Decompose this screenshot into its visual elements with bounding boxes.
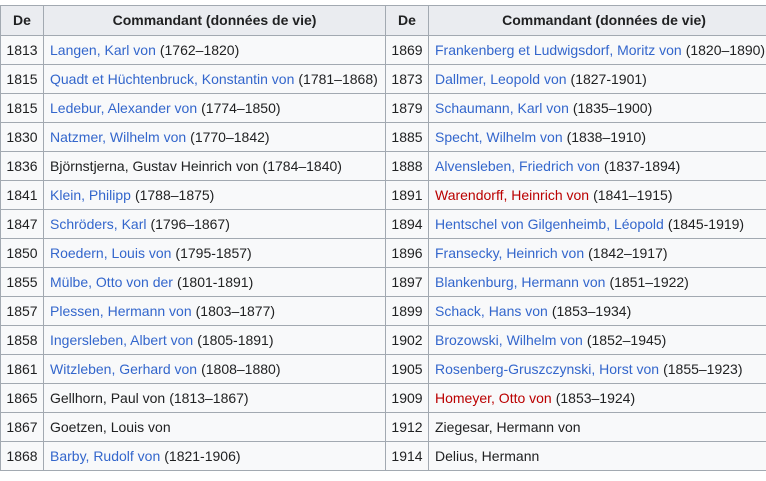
commander-link[interactable]: Fransecky, Heinrich von — [435, 245, 585, 261]
life-dates: (1805-1891) — [197, 332, 274, 348]
life-dates: (1845-1919) — [667, 216, 745, 232]
commander-link[interactable]: Alvensleben, Friedrich von — [435, 158, 600, 174]
commander-link[interactable]: Klein, Philipp — [50, 187, 131, 203]
commander-link[interactable]: Quadt et Hüchtenbruck, Konstantin von — [50, 71, 295, 87]
commander-link[interactable]: Witzleben, Gerhard von — [50, 361, 198, 377]
commander-cell — [44, 94, 386, 123]
life-dates: (1795-1857) — [175, 245, 252, 261]
life-dates: (1827-1901) — [570, 71, 647, 87]
commander-cell — [44, 442, 386, 471]
life-dates: (1784–1840) — [262, 158, 342, 174]
year-cell: 1813 — [1, 36, 44, 65]
commander-cell — [429, 152, 766, 181]
commander-name: Gellhorn, Paul von — [50, 390, 166, 406]
commander-link[interactable]: Blankenburg, Hermann von — [435, 274, 606, 290]
commander-cell — [429, 123, 766, 152]
header-commander-right: Commandant (données de vie) — [429, 6, 766, 36]
life-dates: (1842–1917) — [588, 245, 668, 261]
commander-link[interactable]: Schaumann, Karl von — [435, 100, 569, 116]
table-body — [1, 36, 766, 471]
commander-link[interactable]: Schack, Hans von — [435, 303, 548, 319]
year-cell: 1858 — [1, 326, 44, 355]
commander-cell — [44, 181, 386, 210]
year-cell: 1865 — [1, 384, 44, 413]
table-row — [1, 65, 766, 94]
life-dates: (1762–1820) — [159, 42, 240, 58]
table-row — [1, 384, 766, 413]
year-cell: 1897 — [386, 268, 429, 297]
header-commander-left: Commandant (données de vie) — [44, 6, 386, 36]
commander-cell — [44, 152, 386, 181]
commander-cell — [429, 384, 766, 413]
life-dates: (1788–1875) — [134, 187, 215, 203]
table-row — [1, 36, 766, 65]
year-cell: 1914 — [386, 442, 429, 471]
commander-link[interactable]: Homeyer, Otto von — [435, 390, 552, 406]
table-row — [1, 268, 766, 297]
commander-name: Delius, Hermann — [435, 448, 540, 464]
commander-cell — [429, 36, 766, 65]
year-cell: 1869 — [386, 36, 429, 65]
commander-name: Ziegesar, Hermann von — [435, 419, 581, 435]
life-dates: (1774–1850) — [201, 100, 281, 116]
life-dates: (1838–1910) — [566, 129, 647, 145]
commander-link[interactable]: Warendorff, Heinrich von — [435, 187, 590, 203]
life-dates: (1781–1868) — [298, 71, 378, 87]
year-cell: 1891 — [386, 181, 429, 210]
life-dates: (1820–1890) — [685, 42, 766, 58]
life-dates: (1855–1923) — [663, 361, 743, 377]
table-row — [1, 413, 766, 442]
commander-cell — [44, 326, 386, 355]
year-cell: 1896 — [386, 239, 429, 268]
year-cell: 1841 — [1, 181, 44, 210]
commander-link[interactable]: Langen, Karl von — [50, 42, 156, 58]
commander-link[interactable]: Roedern, Louis von — [50, 245, 172, 261]
commanders-table — [0, 5, 766, 471]
commander-cell — [429, 94, 766, 123]
commander-cell — [44, 297, 386, 326]
commander-link[interactable]: Hentschel von Gilgenheimb, Léopold — [435, 216, 664, 232]
commander-cell — [429, 210, 766, 239]
commander-cell — [44, 65, 386, 94]
table-row — [1, 355, 766, 384]
header-year-left: De — [1, 6, 44, 36]
year-cell: 1899 — [386, 297, 429, 326]
life-dates: (1770–1842) — [190, 129, 270, 145]
commander-cell — [429, 442, 766, 471]
table-row — [1, 210, 766, 239]
commander-cell — [429, 413, 766, 442]
commander-cell — [429, 326, 766, 355]
table-row — [1, 94, 766, 123]
commander-link[interactable]: Natzmer, Wilhelm von — [50, 129, 187, 145]
year-cell: 1894 — [386, 210, 429, 239]
commander-link[interactable]: Ingersleben, Albert von — [50, 332, 194, 348]
commander-cell — [429, 181, 766, 210]
life-dates: (1841–1915) — [593, 187, 673, 203]
life-dates: (1851–1922) — [609, 274, 689, 290]
year-cell: 1888 — [386, 152, 429, 181]
commander-cell — [429, 297, 766, 326]
commander-cell — [429, 239, 766, 268]
year-cell: 1912 — [386, 413, 429, 442]
commander-cell — [44, 239, 386, 268]
commander-cell — [429, 355, 766, 384]
year-cell: 1879 — [386, 94, 429, 123]
life-dates: (1853–1934) — [551, 303, 632, 319]
commander-link[interactable]: Mülbe, Otto von der — [50, 274, 173, 290]
year-cell: 1861 — [1, 355, 44, 384]
year-cell: 1867 — [1, 413, 44, 442]
table-row — [1, 326, 766, 355]
year-cell: 1885 — [386, 123, 429, 152]
year-cell: 1909 — [386, 384, 429, 413]
commander-cell — [44, 384, 386, 413]
table-row — [1, 181, 766, 210]
commander-cell — [429, 268, 766, 297]
year-cell: 1857 — [1, 297, 44, 326]
commander-link[interactable]: Rosenberg-Gruszczynski, Horst von — [435, 361, 660, 377]
commander-link[interactable]: Ledebur, Alexander von — [50, 100, 198, 116]
year-cell: 1902 — [386, 326, 429, 355]
life-dates: (1808–1880) — [201, 361, 281, 377]
commander-name: Björnstjerna, Gustav Heinrich von — [50, 158, 259, 174]
commander-link[interactable]: Barby, Rudolf von — [50, 448, 161, 464]
commander-cell — [44, 268, 386, 297]
commander-link[interactable]: Brozowski, Wilhelm von — [435, 332, 583, 348]
commander-name: Goetzen, Louis von — [50, 419, 171, 435]
year-cell: 1830 — [1, 123, 44, 152]
commander-cell — [44, 36, 386, 65]
year-cell: 1905 — [386, 355, 429, 384]
commander-link[interactable]: Specht, Wilhelm von — [435, 129, 563, 145]
year-cell: 1868 — [1, 442, 44, 471]
commander-link[interactable]: Dallmer, Leopold von — [435, 71, 567, 87]
life-dates: (1852–1945) — [586, 332, 667, 348]
year-cell: 1815 — [1, 65, 44, 94]
header-row — [1, 6, 766, 36]
life-dates: (1821-1906) — [164, 448, 241, 464]
commander-link[interactable]: Plessen, Hermann von — [50, 303, 192, 319]
life-dates: (1853–1924) — [555, 390, 636, 406]
commander-link[interactable]: Schröders, Karl — [50, 216, 147, 232]
year-cell: 1855 — [1, 268, 44, 297]
life-dates: (1803–1877) — [195, 303, 276, 319]
table-row — [1, 152, 766, 181]
commander-cell — [44, 210, 386, 239]
table-row — [1, 442, 766, 471]
year-cell: 1836 — [1, 152, 44, 181]
commander-cell — [44, 413, 386, 442]
life-dates: (1796–1867) — [150, 216, 230, 232]
commander-cell — [429, 65, 766, 94]
year-cell: 1815 — [1, 94, 44, 123]
year-cell: 1873 — [386, 65, 429, 94]
life-dates: (1813–1867) — [169, 390, 249, 406]
year-cell: 1850 — [1, 239, 44, 268]
table-row — [1, 239, 766, 268]
table-row — [1, 297, 766, 326]
year-cell: 1847 — [1, 210, 44, 239]
commander-cell — [44, 355, 386, 384]
life-dates: (1835–1900) — [572, 100, 653, 116]
commander-cell — [44, 123, 386, 152]
life-dates: (1801-1891) — [176, 274, 254, 290]
table-row — [1, 123, 766, 152]
life-dates: (1837-1894) — [603, 158, 681, 174]
commander-link[interactable]: Frankenberg et Ludwigsdorf, Moritz von — [435, 42, 682, 58]
header-year-right: De — [386, 6, 429, 36]
